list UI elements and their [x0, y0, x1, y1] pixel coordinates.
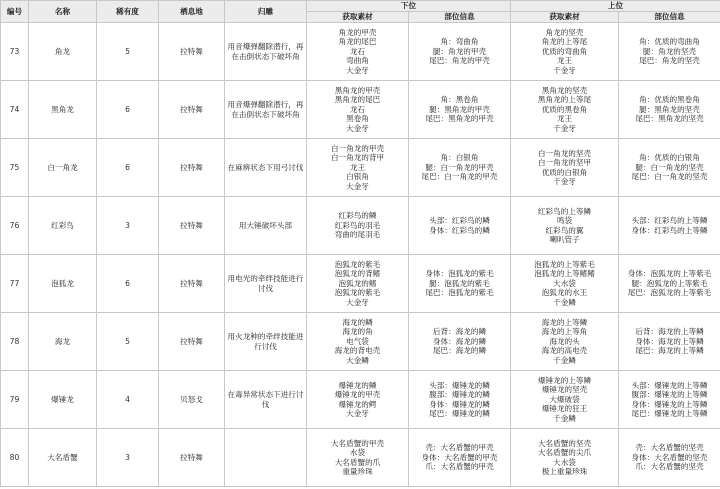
low-material-line: 大金牙	[346, 408, 369, 418]
cell-name: 白一角龙	[29, 139, 97, 197]
cell-habitat: 拉特舞	[159, 23, 225, 81]
low-part-line: 爪：大名盾蟹的甲壳	[425, 462, 494, 472]
low-material-line: 白一角龙的背甲	[330, 153, 385, 163]
low-part-line: 角：白银角	[440, 153, 479, 163]
low-part-line: 尾巴：角龙的甲壳	[429, 56, 490, 66]
high-material-line: 爆锤龙的坚壳	[541, 385, 588, 395]
cell-name: 角龙	[29, 23, 97, 81]
high-material-line: 海龙的上等鳞	[541, 317, 588, 327]
header-low-parts: 部位信息	[409, 12, 511, 23]
high-material-line: 黑角龙的上等尾	[537, 95, 592, 105]
table-row	[1, 197, 720, 255]
table-row	[1, 429, 720, 487]
table-body	[1, 23, 720, 487]
cell-id: 75	[1, 139, 29, 197]
cell-high-materials	[511, 81, 619, 139]
low-material-line: 弯曲角	[346, 56, 369, 66]
cell-habitat: 拉特舞	[159, 313, 225, 371]
high-part-line: 壳：大名盾蟹的坚壳	[635, 443, 704, 453]
low-material-line: 水袋	[349, 448, 366, 458]
low-material-line: 海龙的角	[342, 327, 373, 337]
high-material-line: 龙王	[556, 114, 573, 124]
low-material-line: 龙石	[349, 46, 366, 56]
low-part-line: 角：弯曲角	[440, 37, 479, 47]
high-part-line: 身体：海龙的上等鳞	[635, 336, 704, 346]
high-part-line: 头部：爆锤龙的上等鳞	[631, 380, 708, 390]
cell-capture: 在麻痹状态下用弓讨伐	[225, 139, 307, 197]
low-material-line: 红彩鸟的羽毛	[334, 220, 381, 230]
low-material-line: 黑角龙的尾巴	[334, 95, 381, 105]
high-material-line: 优质的弯曲角	[541, 46, 588, 56]
low-part-line: 腿：白一角龙的甲壳	[425, 162, 494, 172]
header-id: 编号	[1, 1, 29, 23]
low-part-line: 后背：海龙的鳞	[432, 327, 487, 337]
high-material-line: 海龙的头	[549, 336, 580, 346]
low-material-line: 泡狐龙的紫毛	[334, 259, 381, 269]
high-material-line: 龙王	[556, 56, 573, 66]
high-part-line: 身体：泡狐龙的上等紫毛	[627, 269, 712, 279]
cell-rarity: 6	[97, 139, 159, 197]
low-material-line: 弯曲的尾羽毛	[334, 230, 381, 240]
low-material-line: 电气袋	[346, 336, 369, 346]
cell-id: 79	[1, 371, 29, 429]
table-row	[1, 81, 720, 139]
cell-high-parts	[619, 255, 720, 313]
cell-name: 爆锤龙	[29, 371, 97, 429]
cell-id: 80	[1, 429, 29, 487]
table-row	[1, 23, 720, 81]
high-part-line: 尾巴：黑角龙的坚壳	[635, 114, 704, 124]
high-part-line: 身体：红彩鸟的上等鳞	[631, 225, 708, 235]
high-material-line: 角龙的上等尾	[541, 37, 588, 47]
cell-name: 大名盾蟹	[29, 429, 97, 487]
cell-capture: 用电光的牵绊技能进行讨伐	[225, 255, 307, 313]
cell-rarity: 6	[97, 255, 159, 313]
low-material-line: 大名盾蟹的甲壳	[330, 438, 385, 448]
header-name: 名称	[29, 1, 97, 23]
cell-low-materials	[307, 81, 409, 139]
cell-habitat: 贝怒戈	[159, 371, 225, 429]
cell-high-parts	[619, 81, 720, 139]
high-material-line: 泡狐龙的上等鳍鳍	[534, 269, 595, 279]
cell-rarity: 3	[97, 429, 159, 487]
cell-low-parts	[409, 197, 511, 255]
high-part-line: 身体：爆锤龙的上等鳞	[631, 399, 708, 409]
header-row-top	[1, 1, 720, 12]
high-part-line: 角：优质的白银角	[639, 153, 700, 163]
cell-high-materials	[511, 255, 619, 313]
cell-high-parts	[619, 313, 720, 371]
high-part-line: 身体：大名盾蟹的坚壳	[631, 452, 708, 462]
cell-name: 黑角龙	[29, 81, 97, 139]
low-material-line: 大金鳞	[346, 355, 369, 365]
cell-capture: 用火龙种的牵绊技能进行讨伐	[225, 313, 307, 371]
low-part-line: 身体：海龙的鳞	[432, 336, 487, 346]
high-part-line: 腿：黑角龙的坚壳	[639, 104, 700, 114]
low-material-line: 红彩鸟的鳞	[338, 211, 377, 221]
high-material-line: 白一角龙的坚甲	[537, 158, 592, 168]
high-material-line: 千金牙	[553, 65, 576, 75]
cell-low-parts	[409, 81, 511, 139]
low-material-line: 泡狐龙的鳍	[338, 278, 377, 288]
cell-high-materials	[511, 313, 619, 371]
high-material-line: 大名盾蟹的坚壳	[537, 438, 592, 448]
cell-high-parts	[619, 429, 720, 487]
low-material-line: 泡狐龙的背鳍	[334, 269, 381, 279]
cell-rarity: 4	[97, 371, 159, 429]
low-material-line: 大金牙	[346, 181, 369, 191]
high-material-line: 泡狐龙的上等紫毛	[534, 259, 595, 269]
cell-low-parts	[409, 429, 511, 487]
cell-id: 73	[1, 23, 29, 81]
low-part-line: 头部：爆锤龙的鳞	[429, 380, 490, 390]
cell-capture: 用大锤破坏头部	[225, 197, 307, 255]
high-part-line: 腿：白一角龙的坚壳	[635, 162, 704, 172]
low-material-line: 海龙的背电壳	[334, 346, 381, 356]
high-material-line: 爆锤龙的狂王	[541, 404, 588, 414]
header-capture: 归雕	[225, 1, 307, 23]
header-low-rank: 下位	[307, 1, 511, 12]
low-material-line: 重量珍珠	[342, 466, 373, 476]
cell-low-materials	[307, 255, 409, 313]
high-material-line: 白一角龙的坚壳	[537, 148, 592, 158]
high-material-line: 爆锤龙的上等鳞	[537, 375, 592, 385]
low-material-line: 白一角龙的甲壳	[330, 143, 385, 153]
low-part-line: 身体：红彩鸟的鳞	[429, 225, 490, 235]
low-part-line: 壳：大名盾蟹的甲壳	[425, 443, 494, 453]
cell-habitat: 拉特舞	[159, 255, 225, 313]
header-low-materials: 获取素材	[307, 12, 409, 23]
cell-capture: 用音爆弹翻除潜行，再在击倒状态下破坏角	[225, 23, 307, 81]
low-material-line: 白银角	[346, 172, 369, 182]
table-row	[1, 139, 720, 197]
high-part-line: 腿：角龙的坚壳	[642, 46, 697, 56]
cell-rarity: 5	[97, 23, 159, 81]
low-material-line: 大金牙	[346, 297, 369, 307]
cell-high-parts	[619, 139, 720, 197]
low-part-line: 腹部：爆锤龙的鳞	[429, 390, 490, 400]
high-part-line: 尾巴：泡狐龙的上等紫毛	[627, 288, 712, 298]
cell-low-parts	[409, 371, 511, 429]
header-habitat: 栖息地	[159, 1, 225, 23]
high-material-line: 海龙的上等角	[541, 327, 588, 337]
high-part-line: 腹部：爆锤龙的上等鳞	[631, 390, 708, 400]
cell-rarity: 6	[97, 81, 159, 139]
high-material-line: 千金鳞	[553, 297, 576, 307]
low-material-line: 大金牙	[346, 65, 369, 75]
high-material-line: 千金鳞	[553, 413, 576, 423]
low-part-line: 尾巴：爆锤龙的鳞	[429, 408, 490, 418]
low-material-line: 爆锤龙的甲壳	[334, 390, 381, 400]
high-material-line: 优质的白银角	[541, 167, 588, 177]
high-material-line: 海龙的高电壳	[541, 346, 588, 356]
high-material-line: 鸣袋	[556, 216, 573, 226]
table-row	[1, 371, 720, 429]
high-material-line: 角龙的坚壳	[545, 27, 584, 37]
low-part-line: 身体：爆锤龙的鳞	[429, 399, 490, 409]
cell-low-parts	[409, 139, 511, 197]
cell-high-materials	[511, 197, 619, 255]
high-material-line: 优质的黑卷角	[541, 104, 588, 114]
low-material-line: 龙王	[349, 162, 366, 172]
table-row	[1, 255, 720, 313]
cell-rarity: 5	[97, 313, 159, 371]
high-part-line: 角：优质的黑卷角	[639, 95, 700, 105]
high-material-line: 大名盾蟹的尖爪	[537, 448, 592, 458]
low-material-line: 角龙的尾巴	[338, 37, 377, 47]
cell-high-materials	[511, 23, 619, 81]
high-material-line: 红彩鸟的上等鳞	[537, 206, 592, 216]
low-part-line: 角：黑卷角	[440, 95, 479, 105]
high-part-line: 尾巴：海龙的上等鳞	[635, 346, 704, 356]
low-part-line: 腿：黑角龙的甲壳	[429, 104, 490, 114]
low-part-line: 腿：泡狐龙的紫毛	[429, 278, 490, 288]
header-high-materials: 获取素材	[511, 12, 619, 23]
low-part-line: 尾巴：白一角龙的甲壳	[421, 172, 498, 182]
low-part-line: 头部：红彩鸟的鳞	[429, 216, 490, 226]
low-material-line: 角龙的甲壳	[338, 27, 377, 37]
high-part-line: 尾巴：白一角龙的坚壳	[631, 172, 708, 182]
cell-low-materials	[307, 139, 409, 197]
cell-habitat: 拉特舞	[159, 139, 225, 197]
low-part-line: 身体：大名盾蟹的甲壳	[421, 452, 498, 462]
low-part-line: 尾巴：海龙的鳞	[432, 346, 487, 356]
high-material-line: 千金牙	[553, 176, 576, 186]
cell-high-parts	[619, 23, 720, 81]
high-material-line: 泡狐龙的水王	[541, 288, 588, 298]
low-material-line: 大名盾蟹的爪	[334, 457, 381, 467]
cell-rarity: 3	[97, 197, 159, 255]
low-part-line: 身体：泡狐龙的紫毛	[425, 269, 494, 279]
cell-low-materials	[307, 197, 409, 255]
high-material-line: 大水袋	[553, 457, 576, 467]
cell-low-parts	[409, 23, 511, 81]
high-material-line: 红彩鸟的翼	[545, 225, 584, 235]
cell-capture	[225, 429, 307, 487]
cell-low-materials	[307, 23, 409, 81]
low-material-line: 泡狐龙的紫毛	[334, 288, 381, 298]
high-material-line: 极上重量珍珠	[541, 466, 588, 476]
cell-high-parts	[619, 197, 720, 255]
low-part-line: 尾巴：黑角龙的甲壳	[425, 114, 494, 124]
high-material-line: 千金鳞	[553, 355, 576, 365]
cell-low-parts	[409, 313, 511, 371]
low-material-line: 爆锤龙的鳞	[338, 380, 377, 390]
cell-high-parts	[619, 371, 720, 429]
low-material-line: 黑角龙的甲壳	[334, 85, 381, 95]
cell-capture: 在毒异常状态下进行讨伐	[225, 371, 307, 429]
high-part-line: 后背：海龙的上等鳞	[635, 327, 704, 337]
cell-habitat: 拉特舞	[159, 197, 225, 255]
high-part-line: 尾巴：爆锤龙的上等鳞	[631, 408, 708, 418]
cell-name: 泡狐龙	[29, 255, 97, 313]
high-part-line: 爪：大名盾蟹的坚壳	[635, 462, 704, 472]
header-high-parts: 部位信息	[619, 12, 720, 23]
high-part-line: 角：优质的弯曲角	[639, 37, 700, 47]
cell-high-materials	[511, 429, 619, 487]
cell-low-parts	[409, 255, 511, 313]
high-material-line: 千金牙	[553, 123, 576, 133]
high-material-line: 大爆破袋	[549, 394, 580, 404]
cell-high-materials	[511, 371, 619, 429]
cell-id: 74	[1, 81, 29, 139]
cell-low-materials	[307, 371, 409, 429]
high-part-line: 头部：红彩鸟的上等鳞	[631, 216, 708, 226]
high-part-line: 腿：泡狐龙的上等紫毛	[631, 278, 708, 288]
header-high-rank: 上位	[511, 1, 720, 12]
table-row	[1, 313, 720, 371]
low-material-line: 大金牙	[346, 123, 369, 133]
high-material-line: 黑角龙的坚壳	[541, 85, 588, 95]
cell-high-materials	[511, 139, 619, 197]
cell-habitat: 拉特舞	[159, 429, 225, 487]
low-material-line: 爆锤龙的鳄	[338, 399, 377, 409]
cell-name: 红彩鸟	[29, 197, 97, 255]
cell-habitat: 拉特舞	[159, 81, 225, 139]
low-material-line: 龙石	[349, 104, 366, 114]
cell-low-materials	[307, 429, 409, 487]
high-material-line: 喇叭管子	[549, 234, 580, 244]
cell-name: 海龙	[29, 313, 97, 371]
cell-capture: 用音爆弹翻除潜行，再在击倒状态下破坏角	[225, 81, 307, 139]
low-part-line: 尾巴：泡狐龙的紫毛	[425, 288, 494, 298]
low-material-line: 海龙的鳞	[342, 317, 373, 327]
high-material-line: 大水袋	[553, 278, 576, 288]
cell-low-materials	[307, 313, 409, 371]
low-part-line: 腿：角龙的甲壳	[432, 46, 487, 56]
cell-id: 77	[1, 255, 29, 313]
header-rarity: 稀有度	[97, 1, 159, 23]
cell-id: 76	[1, 197, 29, 255]
cell-id: 78	[1, 313, 29, 371]
low-material-line: 黑卷角	[346, 114, 369, 124]
high-part-line: 尾巴：角龙的坚壳	[639, 56, 700, 66]
